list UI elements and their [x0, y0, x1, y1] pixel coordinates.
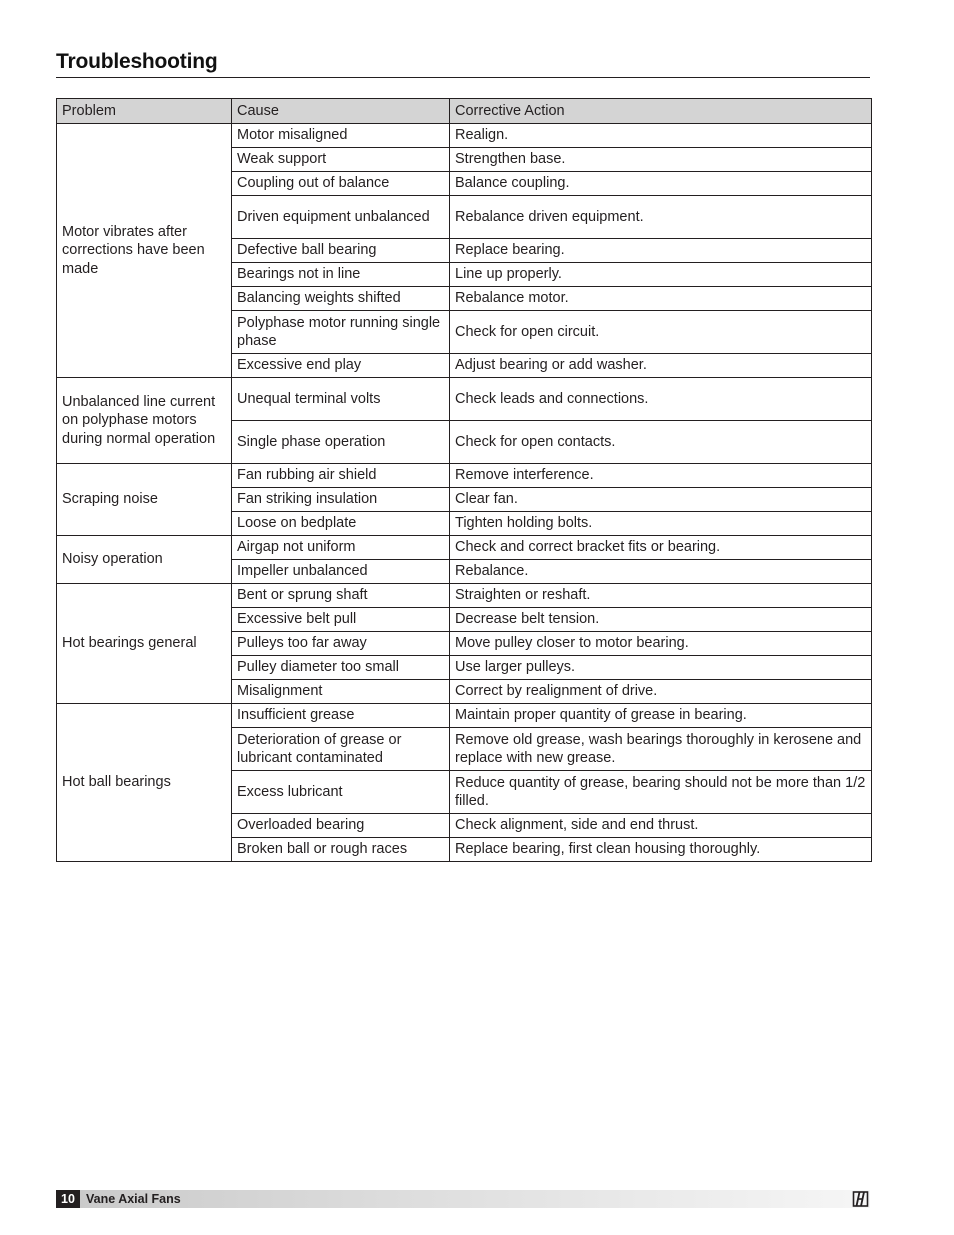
cause-cell: Excessive belt pull	[232, 608, 450, 632]
cause-cell: Misalignment	[232, 680, 450, 704]
page-number: 10	[56, 1190, 80, 1208]
action-cell: Use larger pulleys.	[450, 656, 872, 680]
cause-cell: Impeller unbalanced	[232, 560, 450, 584]
action-cell: Clear fan.	[450, 488, 872, 512]
cause-cell: Overloaded bearing	[232, 814, 450, 838]
action-cell: Replace bearing.	[450, 239, 872, 263]
cause-cell: Excess lubricant	[232, 771, 450, 814]
cause-cell: Pulley diameter too small	[232, 656, 450, 680]
action-cell: Rebalance driven equipment.	[450, 196, 872, 239]
table-header-row	[57, 99, 872, 124]
cause-cell: Insufficient grease	[232, 704, 450, 728]
cause-cell: Broken ball or rough races	[232, 838, 450, 862]
cause-cell: Motor misaligned	[232, 124, 450, 148]
cause-cell: Unequal terminal volts	[232, 378, 450, 421]
action-cell: Line up properly.	[450, 263, 872, 287]
troubleshooting-table	[56, 98, 872, 862]
cause-cell: Loose on bedplate	[232, 512, 450, 536]
table-row	[57, 464, 872, 488]
problem-cell: Unbalanced line current on polyphase motors during normal operation	[57, 378, 232, 464]
cause-cell: Pulleys too far away	[232, 632, 450, 656]
page-title: Troubleshooting	[56, 50, 218, 73]
action-cell: Strengthen base.	[450, 148, 872, 172]
cause-cell: Polyphase motor running single phase	[232, 311, 450, 354]
page-footer	[56, 1190, 870, 1208]
problem-cell: Noisy operation	[57, 536, 232, 584]
action-cell: Check for open contacts.	[450, 421, 872, 464]
action-cell: Check alignment, side and end thrust.	[450, 814, 872, 838]
action-cell: Tighten holding bolts.	[450, 512, 872, 536]
table-row	[57, 584, 872, 608]
action-cell: Check leads and connections.	[450, 378, 872, 421]
action-cell: Replace bearing, first clean housing thoroughly.	[450, 838, 872, 862]
action-cell: Adjust bearing or add washer.	[450, 354, 872, 378]
action-cell: Rebalance motor.	[450, 287, 872, 311]
cause-cell: Bearings not in line	[232, 263, 450, 287]
action-cell: Check and correct bracket fits or bearing.	[450, 536, 872, 560]
cause-cell: Fan striking insulation	[232, 488, 450, 512]
cause-cell: Balancing weights shifted	[232, 287, 450, 311]
cause-cell: Deterioration of grease or lubricant contaminated	[232, 728, 450, 771]
action-cell: Check for open circuit.	[450, 311, 872, 354]
header-problem: Problem	[57, 99, 232, 124]
problem-cell: Hot bearings general	[57, 584, 232, 704]
action-cell: Remove old grease, wash bearings thoroughly in kerosene and replace with new grease.	[450, 728, 872, 771]
cause-cell: Fan rubbing air shield	[232, 464, 450, 488]
cause-cell: Excessive end play	[232, 354, 450, 378]
header-cause: Cause	[232, 99, 450, 124]
action-cell: Balance coupling.	[450, 172, 872, 196]
cause-cell: Bent or sprung shaft	[232, 584, 450, 608]
table-row	[57, 704, 872, 728]
cause-cell: Single phase operation	[232, 421, 450, 464]
table-row	[57, 536, 872, 560]
action-cell: Rebalance.	[450, 560, 872, 584]
action-cell: Straighten or reshaft.	[450, 584, 872, 608]
action-cell: Realign.	[450, 124, 872, 148]
cause-cell: Driven equipment unbalanced	[232, 196, 450, 239]
action-cell: Remove interference.	[450, 464, 872, 488]
greenheck-logo-icon	[852, 1190, 870, 1208]
table-row	[57, 124, 872, 148]
document-name: Vane Axial Fans	[86, 1192, 181, 1206]
problem-cell: Scraping noise	[57, 464, 232, 536]
cause-cell: Airgap not uniform	[232, 536, 450, 560]
action-cell: Reduce quantity of grease, bearing should not be more than 1/2 filled.	[450, 771, 872, 814]
title-rule	[56, 77, 870, 78]
action-cell: Move pulley closer to motor bearing.	[450, 632, 872, 656]
cause-cell: Defective ball bearing	[232, 239, 450, 263]
action-cell: Maintain proper quantity of grease in bearing.	[450, 704, 872, 728]
problem-cell: Hot ball bearings	[57, 704, 232, 862]
header-corrective-action: Corrective Action	[450, 99, 872, 124]
cause-cell: Weak support	[232, 148, 450, 172]
cause-cell: Coupling out of balance	[232, 172, 450, 196]
problem-cell: Motor vibrates after corrections have been made	[57, 124, 232, 378]
action-cell: Decrease belt tension.	[450, 608, 872, 632]
table-row	[57, 378, 872, 421]
action-cell: Correct by realignment of drive.	[450, 680, 872, 704]
